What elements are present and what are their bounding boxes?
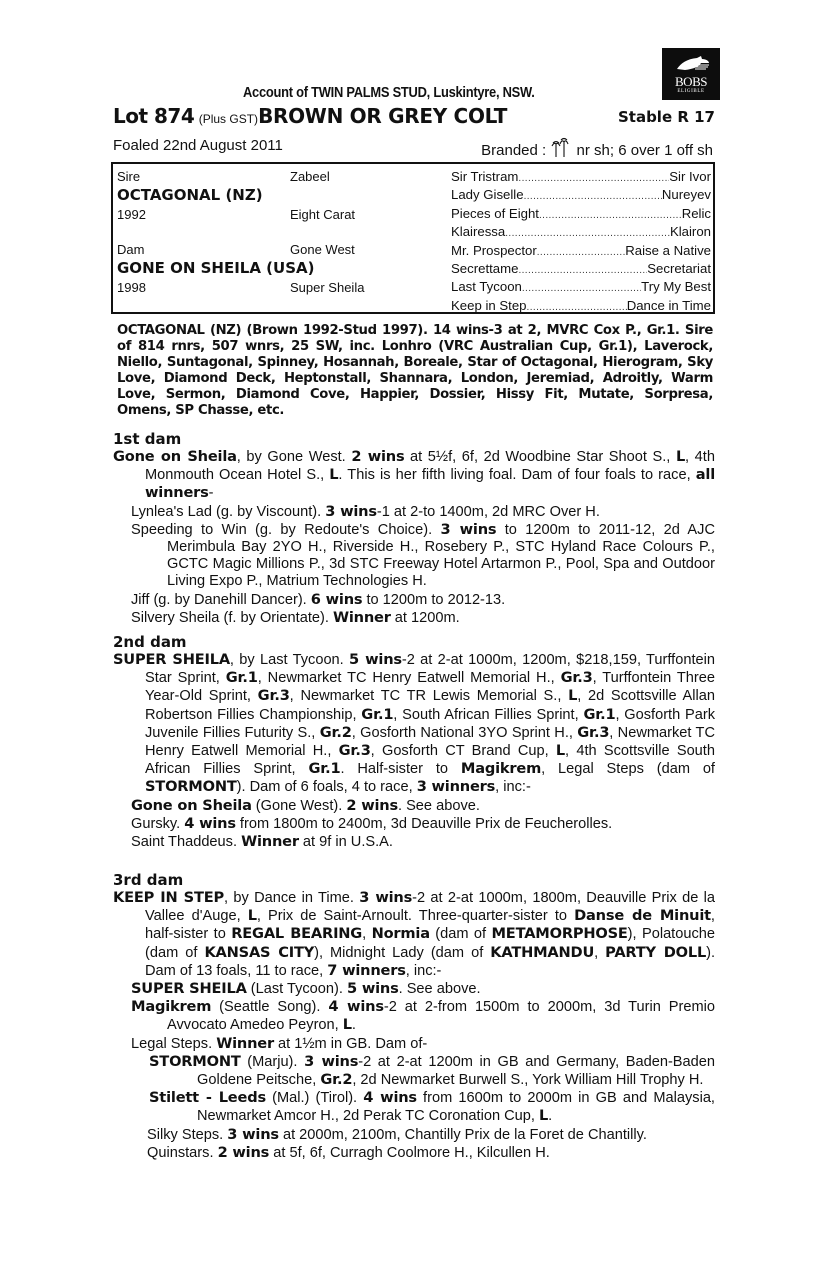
text: Gursky. [131,815,185,832]
text: at 5f, 6f, Curragh Coolmore H., Kilcullen H. [269,1144,550,1161]
text: Jiff (g. by Danehill Dancer). [131,591,311,608]
text: , Gosforth CT Brand Cup, [370,743,556,760]
bold-text: Gr.1 [583,705,616,723]
text: - [208,485,214,502]
bold-text: 4 wins [184,814,236,832]
brand-info [481,137,713,161]
text: . See above. [397,797,480,814]
bold-text: STORMONT [149,1052,241,1070]
dot-leader [527,302,627,313]
text: at 1200m. [390,609,460,626]
bobs-eligible-logo [662,48,720,100]
text: -2 at 2-from 1500m to 2000m, 3d Turin Premio Avvocato Amedeo Peyron, [167,999,715,1034]
text: , by Gone West. [236,449,352,465]
bold-text: Stilett - Leeds [149,1089,266,1107]
sire-summary: OCTAGONAL (NZ) (Brown 1992-Stud 1997). 14 wins-3 at 2, MVRC Cox P., Gr.1. Sire of 814 rnrs, 507 wnrs, 25 SW, inc. Lonhro (VRC Australian Cup, Gr.1), Laverock, Niello, Suntagonal, Spinney, Hosannah, Boreale, Star of Octagonal, Hierogram, Sky Love, Diamond Deck, Heptonstall, Shannara, London, Jeremiad, Adroitly, Warm Love, Sermon, Diamond Cove, Happier, Dossier, Hissy Fit, Mutate, Sorpresa, Omens, SP Chasse, etc. [117,323,713,418]
ancestor-sire: Try My Best [641,279,711,295]
bold-text: Gr.1 [225,669,258,687]
progeny-entry [113,1053,715,1089]
progeny-entry [113,1035,715,1053]
dam-dam: Super Sheila [290,280,365,295]
pedigree-table [111,162,715,314]
text: . Half-sister to [340,761,461,778]
bold-text: L [555,742,566,760]
progeny-entry [113,980,715,998]
progeny-entry [113,1126,715,1144]
bold-text: Gr.3 [338,742,371,760]
bold-text: Gone on Sheila [113,448,237,465]
text: -2 at 2-at 1000m, 1800m, Deauville Prix de la Vallee d'Auge, [145,890,715,925]
ancestor-row [451,279,711,297]
bold-text: 6 wins [310,590,363,608]
bold-text: KEEP IN STEP [113,889,224,906]
text: Saint Thaddeus. [131,834,242,851]
dot-leader [537,247,625,258]
text: -2 at 2-at 1000m, 1200m, $218,159, Turffontein Star Sprint, [145,652,715,687]
bold-text: Winner [216,1034,274,1052]
ancestor-name: Keep in Step [451,297,527,313]
ancestor-sire: Raise a Native [625,242,711,258]
section-heading: 3rd dam [113,871,184,889]
second-dam-section [113,634,715,851]
bold-text: KATHMANDU [490,943,595,961]
bold-text: 2 wins [351,448,405,465]
progeny-entry [113,815,715,833]
text: , [362,926,372,943]
text: , Turffontein Three Year-Old Sprint, [145,670,715,705]
foaled-date: Foaled 22nd August 2011 [113,137,283,154]
sire-year: 1992 [117,207,146,222]
bold-text: Normia [371,925,430,943]
ancestor-sire: Relic [681,205,711,221]
progeny-entry [113,833,715,851]
bold-text: 3 wins [359,889,413,906]
text: -2 at 2-at 1200m in GB and Germany, Baden-Baden Goldene Peitsche, [197,1053,715,1089]
text: , Prix de Saint-Arnoult. Three-quarter-sister to [256,908,575,925]
bold-text: 4 wins [328,998,384,1016]
text: . This is her fifth living foal. Dam of four foals to race, [338,467,696,484]
text: at 2000m, 2100m, Chantilly Prix de la Foret de Chantilly. [278,1126,647,1143]
dam-paragraph [113,889,715,980]
ancestor-name: Pieces of Eight [451,205,539,221]
sire-name: OCTAGONAL (NZ) [117,186,263,204]
horse-description: BROWN OR GREY COLT [258,104,508,128]
bold-text: METAMORPHOSE [491,925,628,943]
ancestor-sire: Dance in Time [626,297,711,313]
text: to 1200m to 2012-13. [362,591,506,608]
text: , Gosforth Park Juvenile Fillies Futurity S., [145,706,716,741]
lot-title-line [113,104,715,128]
stable-location: Stable R 17 [617,108,715,126]
text: , Newmarket TC Henry Eatwell Memorial H., [145,724,715,760]
twin-palms-brand-icon [550,137,572,161]
ancestor-list [451,169,711,316]
dot-leader [518,173,669,184]
bold-text: REGAL BEARING [231,925,363,943]
bold-text: L [247,907,257,925]
dot-leader [505,228,670,239]
bold-text: 3 winners [416,778,496,796]
ancestor-row [451,298,711,316]
text: (Gone West). [251,797,347,814]
dam-year: 1998 [117,280,146,295]
progeny-entry [113,521,715,591]
bold-text: SUPER SHEILA [113,651,230,668]
ancestor-row [451,206,711,224]
bold-text: 2 wins [346,796,398,814]
bold-text: 5 wins [346,980,399,998]
text: , Legal Steps (dam of [541,761,715,778]
text: , by Dance in Time. [224,890,360,906]
bold-text: 3 wins [304,1052,359,1070]
text: . See above. [398,981,481,998]
section-heading: 2nd dam [113,633,187,651]
dam-paragraph [113,651,715,797]
text: Lynlea's Lad (g. by Viscount). [131,503,326,520]
bold-text: all winners [145,466,716,502]
ancestor-name: Sir Tristram [451,169,519,184]
ancestor-row [451,169,711,187]
dam-name: GONE ON SHEILA (USA) [117,259,315,277]
bold-text: 7 winners [327,961,406,979]
text: , inc:- [405,962,442,979]
horse-head-icon [671,53,711,75]
dam-sire: Gone West [290,242,355,257]
bold-text: L [539,1107,549,1125]
ancestor-row [451,261,711,279]
bold-text: Gr.2 [319,723,352,741]
text: . [351,1017,356,1034]
ancestor-sire: Klairon [669,224,711,240]
ancestor-name: Klairessa [451,224,506,240]
bold-text: Gr.2 [320,1071,353,1089]
text: , Gosforth National 3YO Sprint H., [351,724,578,741]
text: , Newmarket TC Henry Eatwell Memorial H., [257,670,561,687]
text: at 9f in U.S.A. [298,834,393,851]
logo-subtext: ELIGIBLE [677,89,705,94]
ancestor-row [451,187,711,205]
text: Speeding to Win (g. by Redoute's Choice). [131,521,441,538]
ancestor-sire: Secretariat [647,260,711,276]
bold-text: Gr.3 [560,669,593,687]
dam-label: Dam [117,242,145,257]
text: at 1½m in GB. Dam of- [273,1035,428,1052]
text: , 2d Scottsville Allan Robertson Fillies Championship, [145,688,715,723]
vendor-account: Account of TWIN PALMS STUD, Luskintyre, NSW. [243,84,535,101]
progeny-entry [113,609,715,627]
text: (Last Tycoon). [246,981,347,998]
dot-leader [539,210,682,221]
text: ). Dam of 6 foals, 4 to race, [236,779,417,796]
progeny-entry [113,1089,715,1125]
text: from 1600m to 2000m in GB and Malaysia, Newmarket Amcor H., 2d Perak TC Coronation Cup, [197,1090,715,1125]
progeny-entry [113,998,715,1034]
text: ). Dam of 13 foals, 11 to race, [145,944,715,979]
text: (Mal.) (Tirol). [265,1090,364,1107]
text: (Seattle Song). [211,999,329,1016]
ancestor-name: Last Tycoon [451,279,522,295]
sire-dam: Eight Carat [290,207,356,222]
branded-label: Branded : [481,142,547,159]
bold-text: Gr.3 [577,723,610,741]
section-heading: 1st dam [113,430,182,448]
progeny-entry [113,591,715,609]
plus-gst-note: (Plus GST) [198,112,259,126]
text: , Newmarket TC TR Lewis Memorial S., [289,688,569,705]
text: ), Midnight Lady (dam of [314,944,491,961]
bold-text: Winner [241,833,299,851]
bold-text: 5 wins [349,651,402,668]
text: , South African Fillies Sprint, [393,706,584,723]
text: (dam of [429,926,492,943]
bold-text: Gone on Sheila [131,796,252,814]
text: , half-sister to [145,908,715,943]
bold-text: L [568,687,578,705]
bold-text: Magikrem [131,998,212,1016]
bold-text: L [675,448,686,465]
text: ), Polatouche (dam of [145,926,715,961]
sire-label: Sire [117,169,141,184]
text: Silky Steps. [147,1126,228,1143]
ancestor-sire: Sir Ivor [669,169,711,184]
bold-text: Danse de Minuit [574,907,711,925]
sire-sire: Zabeel [290,169,330,184]
lot-number: Lot 874 [113,104,195,128]
ancestor-row [451,243,711,261]
progeny-entry [113,503,715,521]
text: , by Last Tycoon. [229,652,350,668]
text: , 4th Monmouth Ocean Hotel S., [145,449,715,484]
text: . [548,1108,553,1125]
bold-text: 3 wins [227,1125,279,1143]
bold-text: STORMONT [145,778,237,796]
bold-text: 2 wins [217,1143,270,1161]
ancestor-name: Lady Giselle [451,187,524,203]
text: , [594,944,606,961]
ancestor-sire: Nureyev [661,187,711,203]
bold-text: Winner [332,608,391,626]
dam-paragraph [113,448,715,503]
text: (Marju). [240,1053,305,1070]
text: , 2d Newmarket Burwell S., York William Hill Trophy H. [352,1072,704,1089]
ancestor-name: Mr. Prospector [451,242,537,258]
dot-leader [518,265,647,276]
brand-description: nr sh; 6 over 1 off sh [576,142,713,159]
bold-text: KANSAS CITY [204,943,315,961]
bold-text: Gr.1 [361,705,394,723]
dot-leader [522,283,641,294]
bold-text: Gr.1 [308,760,341,778]
progeny-entry [113,797,715,815]
text: to 1200m to 2011-12, 2d AJC Merimbula Bay 2YO H., Riverside H., Rosebery P., STC Hyland Race Colours P., GCTC Magic Millions P., 3d STC Freeway Hotel Artarmon P., Pool, Spa and Outdoor Living Expo P., Matrium Technologies H. [167,521,715,590]
bold-text: Gr.3 [257,687,290,705]
text: , 4th Scottsville South African Fillies Sprint, [145,743,715,778]
bold-text: 3 wins [325,502,377,520]
bold-text: SUPER SHEILA [131,980,247,998]
third-dam-section [113,872,715,1162]
bold-text: 4 wins [363,1089,417,1107]
ancestor-row [451,224,711,242]
text: Silvery Sheila (f. by Orientate). [131,609,333,626]
text: from 1800m to 2400m, 3d Deauville Prix de Feucherolles. [235,815,613,832]
bold-text: Magikrem [460,760,542,778]
first-dam-section [113,431,715,627]
logo-text: BOBS [675,74,707,89]
text: Quinstars. [147,1144,218,1161]
ancestor-name: Secrettame [451,260,519,276]
bold-text: L [342,1016,352,1034]
text: Legal Steps. [131,1035,217,1052]
bold-text: L [329,466,339,484]
text: , inc:- [495,779,531,796]
dot-leader [524,191,662,202]
bold-text: 3 wins [440,520,497,538]
text: -1 at 2-to 1400m, 2d MRC Over H. [376,503,600,520]
bold-text: PARTY DOLL [605,943,707,961]
text: at 5½f, 6f, 2d Woodbine Star Shoot S., [404,449,676,465]
progeny-entry [113,1144,715,1162]
